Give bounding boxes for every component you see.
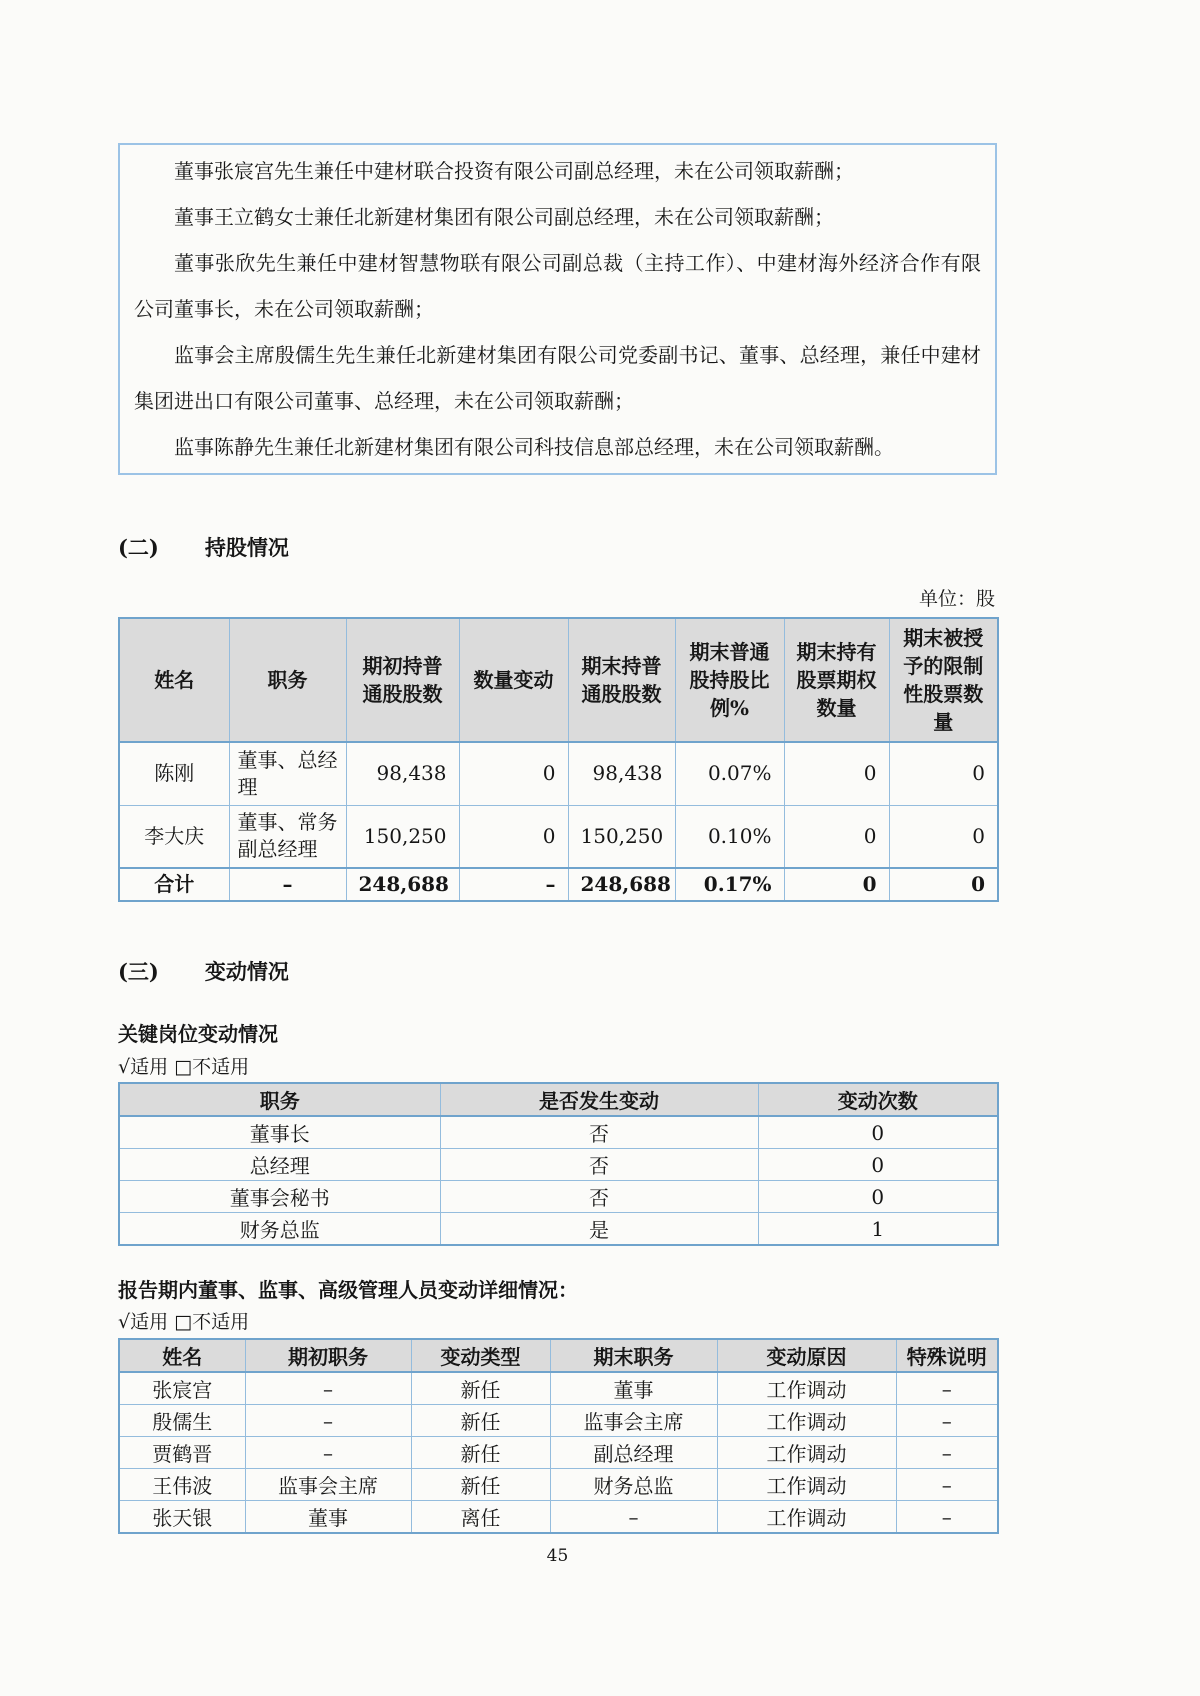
section-2-heading	[118, 532, 289, 562]
key-positions-heading: 关键岗位变动情况	[118, 1022, 278, 1046]
table-row	[119, 1181, 998, 1213]
shareholding-cell-6: 0	[784, 742, 889, 805]
detail-changes-cell-5: –	[896, 1405, 998, 1437]
detail-changes-header-0: 姓名	[119, 1339, 245, 1372]
shareholding-total-cell-2: 248,688	[346, 868, 459, 901]
section-2-index: (二)	[118, 535, 159, 560]
detail-changes-heading: 报告期内董事、监事、高级管理人员变动详细情况：	[118, 1278, 578, 1302]
detail-changes-cell-3: 财务总监	[550, 1469, 717, 1501]
shareholding-total-cell-1: –	[229, 868, 346, 901]
table-row	[119, 1501, 998, 1534]
detail-changes-cell-1: –	[245, 1372, 411, 1405]
intro-paragraph-5: 监事陈静先生兼任北新建材集团有限公司科技信息部总经理，未在公司领取薪酬。	[174, 435, 894, 459]
key-positions-cell-0: 董事长	[119, 1116, 440, 1149]
table-row	[119, 1149, 998, 1181]
key-positions-cell-0: 财务总监	[119, 1213, 440, 1246]
detail-changes-cell-0: 贾鹤晋	[119, 1437, 245, 1469]
table-row	[119, 1437, 998, 1469]
detail-changes-table	[118, 1338, 999, 1534]
shareholding-header-4: 期末持普通股股数	[568, 618, 675, 742]
detail-changes-cell-2: 新任	[411, 1372, 550, 1405]
detail-changes-cell-0: 殷儒生	[119, 1405, 245, 1437]
section-3-title: 变动情况	[204, 959, 289, 984]
unit-label: 单位：股	[918, 588, 995, 610]
shareholding-total-cell-7: 0	[889, 868, 998, 901]
table-row	[119, 742, 998, 805]
detail-changes-cell-4: 工作调动	[717, 1372, 896, 1405]
shareholding-cell-4: 98,438	[568, 742, 675, 805]
detail-changes-cell-5: –	[896, 1437, 998, 1469]
shareholding-header-2: 期初持普通股股数	[346, 618, 459, 742]
detail-changes-cell-0: 张天银	[119, 1501, 245, 1534]
shareholding-header-5: 期末普通股持股比例%	[675, 618, 784, 742]
detail-changes-cell-3: 监事会主席	[550, 1405, 717, 1437]
shareholding-total-cell-0: 合计	[119, 868, 229, 901]
key-positions-cell-0: 总经理	[119, 1149, 440, 1181]
detail-changes-cell-2: 离任	[411, 1501, 550, 1534]
shareholding-header-3: 数量变动	[459, 618, 568, 742]
shareholding-header-1: 职务	[229, 618, 346, 742]
key-positions-header-0: 职务	[119, 1083, 440, 1116]
table-row	[119, 1213, 998, 1246]
shareholding-cell-2: 150,250	[346, 805, 459, 868]
key-positions-cell-1: 否	[440, 1149, 758, 1181]
table-row	[119, 1469, 998, 1501]
detail-changes-cell-5: –	[896, 1501, 998, 1534]
key-positions-cell-2: 0	[758, 1149, 998, 1181]
detail-changes-cell-0: 张宸宫	[119, 1372, 245, 1405]
detail-changes-cell-4: 工作调动	[717, 1405, 896, 1437]
shareholding-cell-0: 陈刚	[119, 742, 229, 805]
detail-changes-header-row	[119, 1339, 998, 1372]
detail-changes-header-4: 变动原因	[717, 1339, 896, 1372]
detail-changes-cell-2: 新任	[411, 1437, 550, 1469]
detail-changes-cell-0: 王伟波	[119, 1469, 245, 1501]
detail-changes-header-1: 期初职务	[245, 1339, 411, 1372]
shareholding-header-0: 姓名	[119, 618, 229, 742]
detail-changes-cell-4: 工作调动	[717, 1469, 896, 1501]
intro-paragraph-3: 董事张欣先生兼任中建材智慧物联有限公司副总裁（主持工作）、中建材海外经济合作有限公司董事长，未在公司领取薪酬；	[134, 251, 981, 321]
section-2-title: 持股情况	[204, 535, 289, 560]
table-row	[119, 1116, 998, 1149]
detail-changes-cell-1: 董事	[245, 1501, 411, 1534]
key-positions-cell-1: 否	[440, 1181, 758, 1213]
key-positions-cell-1: 否	[440, 1116, 758, 1149]
detail-changes-applicability: √适用 □不适用	[118, 1311, 250, 1333]
section-3-heading	[118, 956, 289, 986]
intro-paragraph-1: 董事张宸宫先生兼任中建材联合投资有限公司副总经理，未在公司领取薪酬；	[174, 159, 854, 183]
key-positions-cell-2: 0	[758, 1116, 998, 1149]
shareholding-total-cell-4: 248,688	[568, 868, 675, 901]
table-row	[119, 1405, 998, 1437]
detail-changes-header-2: 变动类型	[411, 1339, 550, 1372]
shareholding-cell-1: 董事、常务副总经理	[229, 805, 346, 868]
detail-changes-header-5: 特殊说明	[896, 1339, 998, 1372]
document-page	[118, 0, 997, 1696]
table-row	[119, 1372, 998, 1405]
shareholding-body	[119, 742, 998, 868]
detail-changes-cell-4: 工作调动	[717, 1501, 896, 1534]
key-positions-cell-0: 董事会秘书	[119, 1181, 440, 1213]
shareholding-cell-5: 0.07%	[675, 742, 784, 805]
detail-changes-cell-3: –	[550, 1501, 717, 1534]
intro-box	[118, 143, 997, 475]
shareholding-header-6: 期末持有股票期权数量	[784, 618, 889, 742]
key-positions-cell-1: 是	[440, 1213, 758, 1246]
detail-changes-cell-5: –	[896, 1469, 998, 1501]
shareholding-total-cell-5: 0.17%	[675, 868, 784, 901]
detail-changes-cell-2: 新任	[411, 1405, 550, 1437]
intro-paragraph-2: 董事王立鹤女士兼任北新建材集团有限公司副总经理，未在公司领取薪酬；	[174, 205, 834, 229]
key-positions-header-2: 变动次数	[758, 1083, 998, 1116]
intro-paragraph-4: 监事会主席殷儒生先生兼任北新建材集团有限公司党委副书记、董事、总经理，兼任中建材集团进出口有限公司董事、总经理，未在公司领取薪酬；	[134, 343, 981, 413]
shareholding-cell-1: 董事、总经理	[229, 742, 346, 805]
shareholding-cell-3: 0	[459, 742, 568, 805]
key-positions-table	[118, 1082, 999, 1246]
key-positions-cell-2: 1	[758, 1213, 998, 1246]
page-number: 45	[546, 1546, 569, 1566]
shareholding-cell-6: 0	[784, 805, 889, 868]
shareholding-header-7: 期末被授予的限制性股票数量	[889, 618, 998, 742]
shareholding-total-cell-6: 0	[784, 868, 889, 901]
detail-changes-cell-1: 监事会主席	[245, 1469, 411, 1501]
detail-changes-cell-1: –	[245, 1437, 411, 1469]
shareholding-cell-5: 0.10%	[675, 805, 784, 868]
detail-changes-cell-4: 工作调动	[717, 1437, 896, 1469]
shareholding-cell-7: 0	[889, 805, 998, 868]
key-positions-applicability: √适用 □不适用	[118, 1056, 250, 1078]
shareholding-cell-2: 98,438	[346, 742, 459, 805]
detail-changes-body	[119, 1372, 998, 1533]
key-positions-cell-2: 0	[758, 1181, 998, 1213]
detail-changes-cell-3: 董事	[550, 1372, 717, 1405]
detail-changes-header-3: 期末职务	[550, 1339, 717, 1372]
key-positions-header-row	[119, 1083, 998, 1116]
shareholding-header-row	[119, 618, 998, 742]
shareholding-cell-7: 0	[889, 742, 998, 805]
shareholding-cell-4: 150,250	[568, 805, 675, 868]
detail-changes-cell-5: –	[896, 1372, 998, 1405]
section-3-index: (三)	[118, 959, 159, 984]
detail-changes-cell-2: 新任	[411, 1469, 550, 1501]
key-positions-body	[119, 1116, 998, 1245]
shareholding-cell-3: 0	[459, 805, 568, 868]
shareholding-total-row	[119, 868, 998, 901]
detail-changes-cell-3: 副总经理	[550, 1437, 717, 1469]
table-row	[119, 805, 998, 868]
shareholding-total-cell-3: –	[459, 868, 568, 901]
detail-changes-cell-1: –	[245, 1405, 411, 1437]
key-positions-header-1: 是否发生变动	[440, 1083, 758, 1116]
shareholding-table	[118, 617, 999, 902]
shareholding-cell-0: 李大庆	[119, 805, 229, 868]
